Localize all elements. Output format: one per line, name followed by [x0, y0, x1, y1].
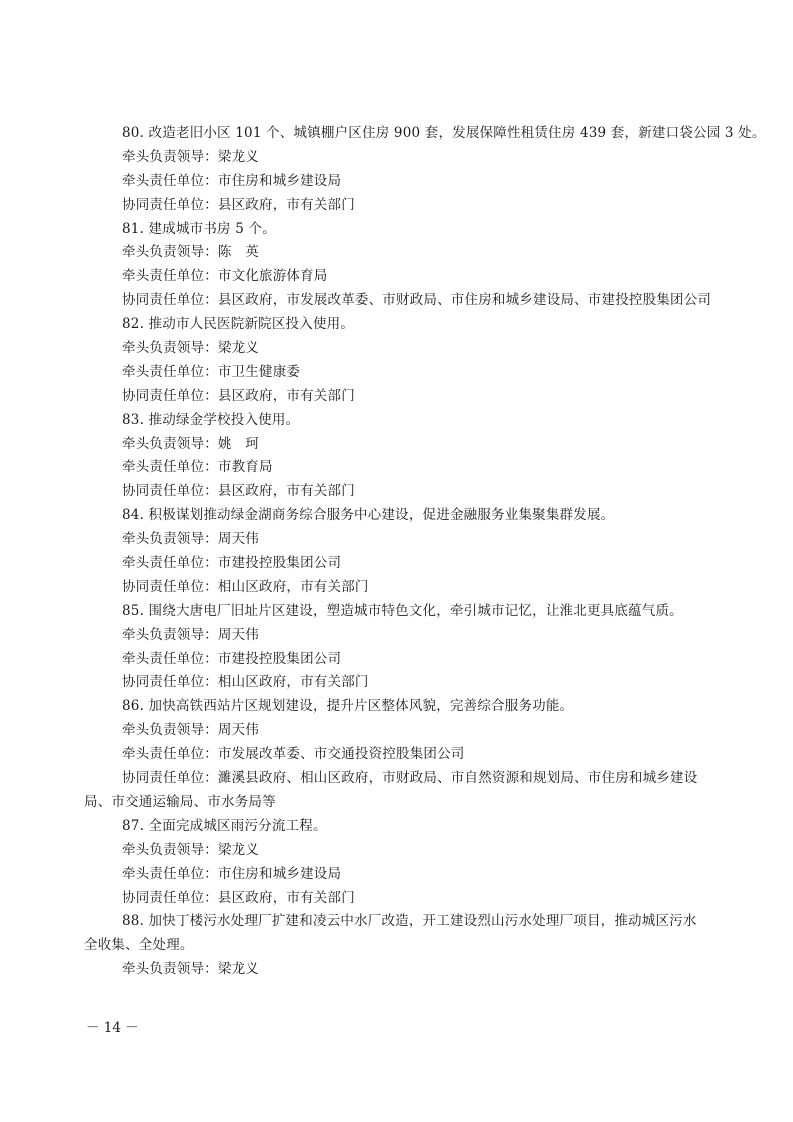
item-87-support-unit: 协同责任单位：县区政府，市有关部门 — [122, 889, 355, 906]
item-80-lead-unit: 牵头责任单位：市住房和城乡建设局 — [122, 172, 342, 189]
item-88-title: 88. 加快丁楼污水处理厂扩建和凌云中水厂改造，开工建设烈山污水处理厂项目，推动城区污水全收集、全处理。 — [84, 913, 697, 954]
item-85-title: 85. 围绕大唐电厂旧址片区建设，塑造城市特色文化，牵引城市记忆，让淮北更具底蕴气质。 — [122, 602, 683, 619]
item-82-support-unit: 协同责任单位：县区政府，市有关部门 — [122, 387, 355, 404]
item-80-lead-leader: 牵头负责领导：梁龙义 — [122, 148, 259, 165]
item-86-title: 86. 加快高铁西站片区规划建设，提升片区整体风貌，完善综合服务功能。 — [122, 698, 574, 715]
item-84-title: 84. 积极谋划推动绿金湖商务综合服务中心建设，促进金融服务业集聚集群发展。 — [122, 507, 615, 524]
item-83-lead-unit: 牵头责任单位：市教育局 — [122, 459, 273, 476]
item-81-lead-leader: 牵头负责领导：陈 英 — [122, 244, 259, 261]
item-88-lead-leader: 牵头负责领导：梁龙义 — [122, 961, 259, 978]
item-82-lead-leader: 牵头负责领导：梁龙义 — [122, 340, 259, 357]
item-86-lead-unit: 牵头责任单位：市发展改革委、市交通投资控股集团公司 — [122, 746, 465, 763]
document-body — [84, 122, 766, 982]
page-number: － 14 － — [86, 1020, 139, 1036]
item-83-support-unit: 协同责任单位：县区政府，市有关部门 — [122, 483, 355, 500]
item-81-lead-unit: 牵头责任单位：市文化旅游体育局 — [122, 268, 328, 285]
item-85-lead-unit: 牵头责任单位：市建投控股集团公司 — [122, 650, 342, 667]
item-87-title: 87. 全面完成城区雨污分流工程。 — [122, 817, 327, 834]
item-80-title: 80. 改造老旧小区 101 个、城镇棚户区住房 900 套，发展保障性租赁住房 439 套，新建口袋公园 3 处。 — [122, 125, 766, 141]
item-84-lead-leader: 牵头负责领导：周天伟 — [122, 531, 259, 548]
item-85-support-unit: 协同责任单位：相山区政府，市有关部门 — [122, 674, 369, 691]
item-85-lead-leader: 牵头负责领导：周天伟 — [122, 626, 259, 643]
item-83-lead-leader: 牵头负责领导：姚 珂 — [122, 435, 259, 452]
item-87-lead-unit: 牵头责任单位：市住房和城乡建设局 — [122, 865, 342, 882]
item-82-title: 82. 推动市人民医院新院区投入使用。 — [122, 316, 355, 333]
item-86-lead-leader: 牵头负责领导：周天伟 — [122, 722, 259, 739]
item-84-support-unit: 协同责任单位：相山区政府，市有关部门 — [122, 578, 369, 595]
item-81-support-unit: 协同责任单位：县区政府，市发展改革委、市财政局、市住房和城乡建设局、市建投控股集团公司 — [122, 292, 712, 309]
item-82-lead-unit: 牵头责任单位：市卫生健康委 — [122, 363, 301, 380]
item-86-support-unit: 协同责任单位：濉溪县政府、相山区政府，市财政局、市自然资源和规划局、市住房和城乡建设局、市交通运输局、市水务局等 — [84, 770, 698, 810]
item-87-lead-leader: 牵头负责领导：梁龙义 — [122, 841, 259, 858]
item-83-title: 83. 推动绿金学校投入使用。 — [122, 411, 300, 428]
item-80-support-unit: 协同责任单位：县区政府，市有关部门 — [122, 196, 355, 213]
item-81-title: 81. 建成城市书房 5 个。 — [122, 220, 276, 237]
item-84-lead-unit: 牵头责任单位：市建投控股集团公司 — [122, 555, 342, 572]
